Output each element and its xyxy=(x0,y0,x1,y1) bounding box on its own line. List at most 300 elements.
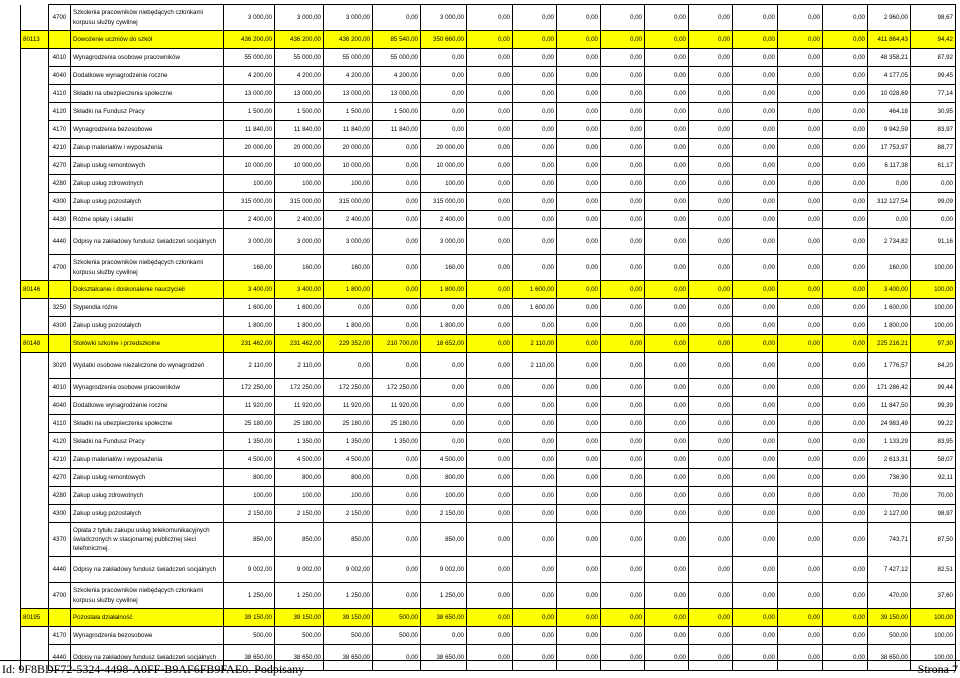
amount-cell: 171 286,42 xyxy=(868,379,911,397)
amount-cell: 3 000,00 xyxy=(324,229,373,255)
amount-cell: 1 350,00 xyxy=(373,433,421,451)
amount-cell: 500,00 xyxy=(224,627,275,645)
amount-cell: 0,00 xyxy=(601,335,645,353)
amount-cell: 411 864,43 xyxy=(868,31,911,49)
amount-cell: 0,00 xyxy=(733,85,778,103)
amount-cell: 99,45 xyxy=(911,67,956,85)
section-code xyxy=(21,49,49,67)
amount-cell: 11 840,00 xyxy=(224,121,275,139)
amount-cell: 500,00 xyxy=(324,627,373,645)
amount-cell: 0,00 xyxy=(601,523,645,557)
amount-cell: 1 600,00 xyxy=(513,281,557,299)
amount-cell: 10 000,00 xyxy=(224,157,275,175)
amount-cell: 0,00 xyxy=(557,299,601,317)
amount-cell: 0,00 xyxy=(823,415,868,433)
section-code xyxy=(21,85,49,103)
amount-cell: 0,00 xyxy=(778,487,823,505)
amount-cell: 0,00 xyxy=(601,487,645,505)
amount-cell: 0,00 xyxy=(868,211,911,229)
amount-cell: 2 150,00 xyxy=(275,505,324,523)
section-code xyxy=(21,469,49,487)
amount-cell: 0,00 xyxy=(733,67,778,85)
amount-cell: 0,00 xyxy=(823,469,868,487)
section-code xyxy=(21,415,49,433)
amount-cell: 0,00 xyxy=(513,557,557,583)
amount-cell: 0,00 xyxy=(645,505,689,523)
amount-cell: 0,00 xyxy=(689,139,733,157)
table-body xyxy=(21,5,956,671)
amount-cell: 0,00 xyxy=(645,139,689,157)
amount-cell: 0,00 xyxy=(601,193,645,211)
amount-cell: 10 000,00 xyxy=(275,157,324,175)
amount-cell: 172 250,00 xyxy=(373,379,421,397)
amount-cell: 0,00 xyxy=(823,505,868,523)
amount-cell: 800,00 xyxy=(224,469,275,487)
amount-cell: 0,00 xyxy=(689,103,733,121)
amount-cell: 100,00 xyxy=(275,175,324,193)
amount-cell: 0,00 xyxy=(601,139,645,157)
amount-cell: 0,00 xyxy=(823,175,868,193)
amount-cell: 0,00 xyxy=(868,175,911,193)
amount-cell: 1 500,00 xyxy=(373,103,421,121)
amount-cell: 850,00 xyxy=(421,523,467,557)
amount-cell: 0,00 xyxy=(513,469,557,487)
table-row xyxy=(21,487,956,505)
table-row xyxy=(21,67,956,85)
amount-cell: 0,00 xyxy=(557,469,601,487)
amount-cell: 3 000,00 xyxy=(275,229,324,255)
amount-cell: 0,00 xyxy=(645,229,689,255)
amount-cell: 1 600,00 xyxy=(224,299,275,317)
amount-cell: 0,00 xyxy=(733,121,778,139)
amount-cell: 0,00 xyxy=(467,175,513,193)
amount-cell: 0,00 xyxy=(823,229,868,255)
paragraph-code: 4110 xyxy=(49,415,71,433)
amount-cell: 0,00 xyxy=(689,175,733,193)
amount-cell: 100,00 xyxy=(911,299,956,317)
amount-cell: 0,00 xyxy=(601,255,645,281)
amount-cell: 83,97 xyxy=(911,121,956,139)
amount-cell: 0,00 xyxy=(557,353,601,379)
amount-cell: 0,00 xyxy=(557,193,601,211)
amount-cell: 0,00 xyxy=(601,49,645,67)
amount-cell: 0,00 xyxy=(778,211,823,229)
section-code xyxy=(21,627,49,645)
amount-cell: 0,00 xyxy=(823,557,868,583)
amount-cell: 0,00 xyxy=(733,211,778,229)
amount-cell: 20 000,00 xyxy=(324,139,373,157)
amount-cell: 87,92 xyxy=(911,49,956,67)
amount-cell: 0,00 xyxy=(373,255,421,281)
paragraph-code: 4300 xyxy=(49,317,71,335)
amount-cell: 61,17 xyxy=(911,157,956,175)
amount-cell: 100,00 xyxy=(911,255,956,281)
section-code xyxy=(21,175,49,193)
amount-cell: 0,00 xyxy=(823,211,868,229)
table-row xyxy=(21,157,956,175)
paragraph-code: 4040 xyxy=(49,397,71,415)
amount-cell: 11 840,00 xyxy=(373,121,421,139)
amount-cell: 1 250,00 xyxy=(224,583,275,609)
section-code xyxy=(21,103,49,121)
amount-cell: 0,00 xyxy=(778,397,823,415)
amount-cell: 13 000,00 xyxy=(275,85,324,103)
amount-cell: 0,00 xyxy=(689,353,733,379)
table-row xyxy=(21,49,956,67)
amount-cell: 0,00 xyxy=(645,157,689,175)
amount-cell: 98,97 xyxy=(911,505,956,523)
amount-cell: 850,00 xyxy=(275,523,324,557)
amount-cell: 0,00 xyxy=(645,609,689,627)
table-row xyxy=(21,85,956,103)
amount-cell: 0,00 xyxy=(823,487,868,505)
amount-cell: 55 000,00 xyxy=(324,49,373,67)
amount-cell: 0,00 xyxy=(373,211,421,229)
amount-cell: 312 127,54 xyxy=(868,193,911,211)
amount-cell: 0,00 xyxy=(645,469,689,487)
paragraph-code: 3250 xyxy=(49,299,71,317)
amount-cell: 55 000,00 xyxy=(224,49,275,67)
amount-cell: 0,00 xyxy=(513,31,557,49)
table-row xyxy=(21,229,956,255)
amount-cell: 1 800,00 xyxy=(324,281,373,299)
item-name: Szkolenia pracowników niebędących członkami korpusu służby cywilnej xyxy=(71,255,224,281)
amount-cell: 4 177,05 xyxy=(868,67,911,85)
amount-cell: 1 800,00 xyxy=(324,317,373,335)
amount-cell: 0,00 xyxy=(733,139,778,157)
amount-cell: 0,00 xyxy=(645,379,689,397)
amount-cell: 0,00 xyxy=(823,121,868,139)
page-number: Strona 7 xyxy=(917,662,958,676)
amount-cell: 4 500,00 xyxy=(275,451,324,469)
amount-cell: 3 400,00 xyxy=(275,281,324,299)
amount-cell: 0,00 xyxy=(601,299,645,317)
amount-cell: 11 920,00 xyxy=(324,397,373,415)
amount-cell: 850,00 xyxy=(324,523,373,557)
amount-cell: 11 920,00 xyxy=(373,397,421,415)
amount-cell: 0,00 xyxy=(601,505,645,523)
amount-cell: 464,18 xyxy=(868,103,911,121)
amount-cell: 160,00 xyxy=(275,255,324,281)
amount-cell: 0,00 xyxy=(467,317,513,335)
amount-cell: 0,00 xyxy=(645,49,689,67)
amount-cell: 0,00 xyxy=(689,335,733,353)
amount-cell: 0,00 xyxy=(557,49,601,67)
amount-cell: 0,00 xyxy=(689,487,733,505)
amount-cell: 0,00 xyxy=(823,157,868,175)
paragraph-code: 4280 xyxy=(49,487,71,505)
paragraph-code: 4210 xyxy=(49,451,71,469)
amount-cell: 38 650,00 xyxy=(224,645,275,671)
amount-cell: 0,00 xyxy=(733,505,778,523)
amount-cell: 0,00 xyxy=(513,415,557,433)
amount-cell: 0,00 xyxy=(733,627,778,645)
amount-cell: 0,00 xyxy=(467,645,513,671)
amount-cell: 58,07 xyxy=(911,451,956,469)
amount-cell: 20 000,00 xyxy=(224,139,275,157)
amount-cell: 0,00 xyxy=(778,299,823,317)
amount-cell: 0,00 xyxy=(557,175,601,193)
paragraph-code xyxy=(49,335,71,353)
amount-cell: 0,00 xyxy=(373,523,421,557)
amount-cell: 0,00 xyxy=(373,557,421,583)
amount-cell: 0,00 xyxy=(778,67,823,85)
amount-cell: 0,00 xyxy=(778,175,823,193)
amount-cell: 0,00 xyxy=(373,139,421,157)
paragraph-code: 4120 xyxy=(49,103,71,121)
amount-cell: 0,00 xyxy=(823,609,868,627)
amount-cell: 2 400,00 xyxy=(324,211,373,229)
amount-cell: 0,00 xyxy=(601,317,645,335)
amount-cell: 100,00 xyxy=(324,175,373,193)
section-code xyxy=(21,487,49,505)
item-name: Zakup usług pozostałych xyxy=(71,317,224,335)
amount-cell: 38 650,00 xyxy=(275,645,324,671)
document-id: Id: 9F8BDF72-5324-4498-A0FF-B9AF6FB9FAE0. Podpisany xyxy=(2,662,305,676)
amount-cell: 9 002,00 xyxy=(275,557,324,583)
amount-cell: 0,00 xyxy=(557,139,601,157)
section-code xyxy=(21,121,49,139)
amount-cell: 10 028,69 xyxy=(868,85,911,103)
amount-cell: 9 002,00 xyxy=(421,557,467,583)
amount-cell: 0,00 xyxy=(645,31,689,49)
amount-cell: 0,00 xyxy=(601,645,645,671)
amount-cell: 0,00 xyxy=(467,397,513,415)
table-row xyxy=(21,523,956,557)
table-row xyxy=(21,583,956,609)
table-row xyxy=(21,121,956,139)
amount-cell: 0,00 xyxy=(689,157,733,175)
amount-cell: 94,42 xyxy=(911,31,956,49)
amount-cell: 0,00 xyxy=(689,193,733,211)
amount-cell: 82,51 xyxy=(911,557,956,583)
amount-cell: 0,00 xyxy=(373,469,421,487)
amount-cell: 0,00 xyxy=(645,5,689,31)
amount-cell: 0,00 xyxy=(689,85,733,103)
amount-cell: 0,00 xyxy=(733,281,778,299)
item-name: Składki na Fundusz Pracy xyxy=(71,433,224,451)
amount-cell: 231 462,00 xyxy=(275,335,324,353)
amount-cell: 4 500,00 xyxy=(224,451,275,469)
section-code xyxy=(21,255,49,281)
amount-cell: 350 660,00 xyxy=(421,31,467,49)
paragraph-code: 4430 xyxy=(49,211,71,229)
item-name: Stołówki szkolne i przedszkolne xyxy=(71,335,224,353)
amount-cell: 2 110,00 xyxy=(513,353,557,379)
amount-cell: 0,00 xyxy=(513,85,557,103)
paragraph-code: 4300 xyxy=(49,505,71,523)
amount-cell: 736,90 xyxy=(868,469,911,487)
amount-cell: 0,00 xyxy=(601,415,645,433)
section-code xyxy=(21,557,49,583)
amount-cell: 0,00 xyxy=(467,5,513,31)
amount-cell: 0,00 xyxy=(823,103,868,121)
amount-cell: 0,00 xyxy=(689,523,733,557)
amount-cell: 0,00 xyxy=(557,103,601,121)
amount-cell: 4 500,00 xyxy=(324,451,373,469)
amount-cell: 0,00 xyxy=(373,487,421,505)
paragraph-code: 3020 xyxy=(49,353,71,379)
amount-cell: 0,00 xyxy=(733,487,778,505)
table-row xyxy=(21,505,956,523)
amount-cell: 436 200,00 xyxy=(224,31,275,49)
amount-cell: 3 000,00 xyxy=(324,5,373,31)
amount-cell: 100,00 xyxy=(224,175,275,193)
amount-cell: 70,00 xyxy=(868,487,911,505)
amount-cell: 6 117,38 xyxy=(868,157,911,175)
amount-cell: 0,00 xyxy=(513,397,557,415)
amount-cell: 0,00 xyxy=(733,103,778,121)
amount-cell: 0,00 xyxy=(557,255,601,281)
item-name: Wynagrodzenia bezosobowe xyxy=(71,627,224,645)
amount-cell: 0,00 xyxy=(823,255,868,281)
amount-cell: 0,00 xyxy=(467,299,513,317)
amount-cell: 0,00 xyxy=(911,211,956,229)
amount-cell: 0,00 xyxy=(823,31,868,49)
amount-cell: 20 000,00 xyxy=(421,139,467,157)
amount-cell: 0,00 xyxy=(601,281,645,299)
amount-cell: 0,00 xyxy=(645,433,689,451)
amount-cell: 0,00 xyxy=(823,67,868,85)
amount-cell: 0,00 xyxy=(778,433,823,451)
table-row xyxy=(21,193,956,211)
paragraph-code: 4010 xyxy=(49,379,71,397)
amount-cell: 0,00 xyxy=(513,317,557,335)
paragraph-code: 4300 xyxy=(49,193,71,211)
section-code: 80195 xyxy=(21,609,49,627)
paragraph-code: 4110 xyxy=(49,85,71,103)
item-name: Zakup materiałów i wyposażenia xyxy=(71,139,224,157)
amount-cell: 0,00 xyxy=(467,487,513,505)
amount-cell: 13 000,00 xyxy=(324,85,373,103)
item-name: Zakup usług remontowych xyxy=(71,469,224,487)
amount-cell: 0,00 xyxy=(513,103,557,121)
amount-cell: 0,00 xyxy=(557,379,601,397)
amount-cell: 0,00 xyxy=(778,103,823,121)
amount-cell: 10 000,00 xyxy=(324,157,373,175)
amount-cell: 0,00 xyxy=(557,229,601,255)
amount-cell: 0,00 xyxy=(733,229,778,255)
section-row xyxy=(21,609,956,627)
paragraph-code: 4170 xyxy=(49,627,71,645)
amount-cell: 0,00 xyxy=(467,211,513,229)
amount-cell: 0,00 xyxy=(467,157,513,175)
amount-cell: 0,00 xyxy=(645,255,689,281)
paragraph-code: 4440 xyxy=(49,557,71,583)
item-name: Szkolenia pracowników niebędących członkami korpusu służby cywilnej xyxy=(71,583,224,609)
paragraph-code: 4370 xyxy=(49,523,71,557)
amount-cell: 0,00 xyxy=(421,379,467,397)
item-name: Zakup usług remontowych xyxy=(71,157,224,175)
amount-cell: 0,00 xyxy=(823,5,868,31)
amount-cell: 1 350,00 xyxy=(224,433,275,451)
amount-cell: 100,00 xyxy=(911,627,956,645)
amount-cell: 172 250,00 xyxy=(324,379,373,397)
table-row xyxy=(21,299,956,317)
amount-cell: 0,00 xyxy=(557,67,601,85)
amount-cell: 0,00 xyxy=(645,317,689,335)
amount-cell: 39 150,00 xyxy=(324,609,373,627)
paragraph-code: 4700 xyxy=(49,5,71,31)
paragraph-code: 4170 xyxy=(49,121,71,139)
amount-cell: 0,00 xyxy=(601,157,645,175)
amount-cell: 0,00 xyxy=(373,5,421,31)
amount-cell: 0,00 xyxy=(689,317,733,335)
amount-cell: 0,00 xyxy=(733,415,778,433)
amount-cell: 0,00 xyxy=(467,557,513,583)
amount-cell: 0,00 xyxy=(513,609,557,627)
amount-cell: 0,00 xyxy=(557,157,601,175)
amount-cell: 92,11 xyxy=(911,469,956,487)
amount-cell: 0,00 xyxy=(733,353,778,379)
amount-cell: 0,00 xyxy=(645,211,689,229)
amount-cell: 84,20 xyxy=(911,353,956,379)
amount-cell: 0,00 xyxy=(645,415,689,433)
amount-cell: 0,00 xyxy=(645,487,689,505)
table-row xyxy=(21,379,956,397)
item-name: Różne opłaty i składki xyxy=(71,211,224,229)
amount-cell: 100,00 xyxy=(275,487,324,505)
amount-cell: 0,00 xyxy=(421,103,467,121)
amount-cell: 0,00 xyxy=(689,229,733,255)
amount-cell: 11 920,00 xyxy=(275,397,324,415)
amount-cell: 0,00 xyxy=(421,49,467,67)
amount-cell: 4 500,00 xyxy=(421,451,467,469)
amount-cell: 800,00 xyxy=(275,469,324,487)
amount-cell: 0,00 xyxy=(778,557,823,583)
amount-cell: 4 200,00 xyxy=(324,67,373,85)
amount-cell: 39 150,00 xyxy=(868,609,911,627)
amount-cell: 25 180,00 xyxy=(373,415,421,433)
amount-cell: 743,71 xyxy=(868,523,911,557)
amount-cell: 0,00 xyxy=(557,31,601,49)
amount-cell: 0,00 xyxy=(373,299,421,317)
paragraph-code: 4270 xyxy=(49,157,71,175)
amount-cell: 315 000,00 xyxy=(324,193,373,211)
amount-cell: 0,00 xyxy=(733,31,778,49)
item-name: Dodatkowe wynagrodzenie roczne xyxy=(71,397,224,415)
table-row xyxy=(21,451,956,469)
amount-cell: 0,00 xyxy=(601,211,645,229)
amount-cell: 500,00 xyxy=(868,627,911,645)
amount-cell: 2 150,00 xyxy=(421,505,467,523)
amount-cell: 0,00 xyxy=(645,67,689,85)
amount-cell: 2 960,00 xyxy=(868,5,911,31)
amount-cell: 100,00 xyxy=(421,175,467,193)
amount-cell: 0,00 xyxy=(513,451,557,469)
amount-cell: 3 000,00 xyxy=(224,229,275,255)
amount-cell: 88,77 xyxy=(911,139,956,157)
amount-cell: 0,00 xyxy=(467,505,513,523)
amount-cell: 99,39 xyxy=(911,397,956,415)
paragraph-code: 4210 xyxy=(49,139,71,157)
paragraph-code: 4440 xyxy=(49,645,71,671)
amount-cell: 0,00 xyxy=(601,175,645,193)
amount-cell: 0,00 xyxy=(911,175,956,193)
paragraph-code xyxy=(49,609,71,627)
item-name: Zakup usług pozostałych xyxy=(71,505,224,523)
amount-cell: 13 000,00 xyxy=(224,85,275,103)
amount-cell: 0,00 xyxy=(689,451,733,469)
amount-cell: 0,00 xyxy=(513,523,557,557)
amount-cell: 30,95 xyxy=(911,103,956,121)
amount-cell: 98,67 xyxy=(911,5,956,31)
amount-cell: 3 000,00 xyxy=(275,5,324,31)
paragraph-code: 4700 xyxy=(49,583,71,609)
amount-cell: 3 400,00 xyxy=(224,281,275,299)
amount-cell: 0,00 xyxy=(467,281,513,299)
amount-cell: 0,00 xyxy=(513,5,557,31)
